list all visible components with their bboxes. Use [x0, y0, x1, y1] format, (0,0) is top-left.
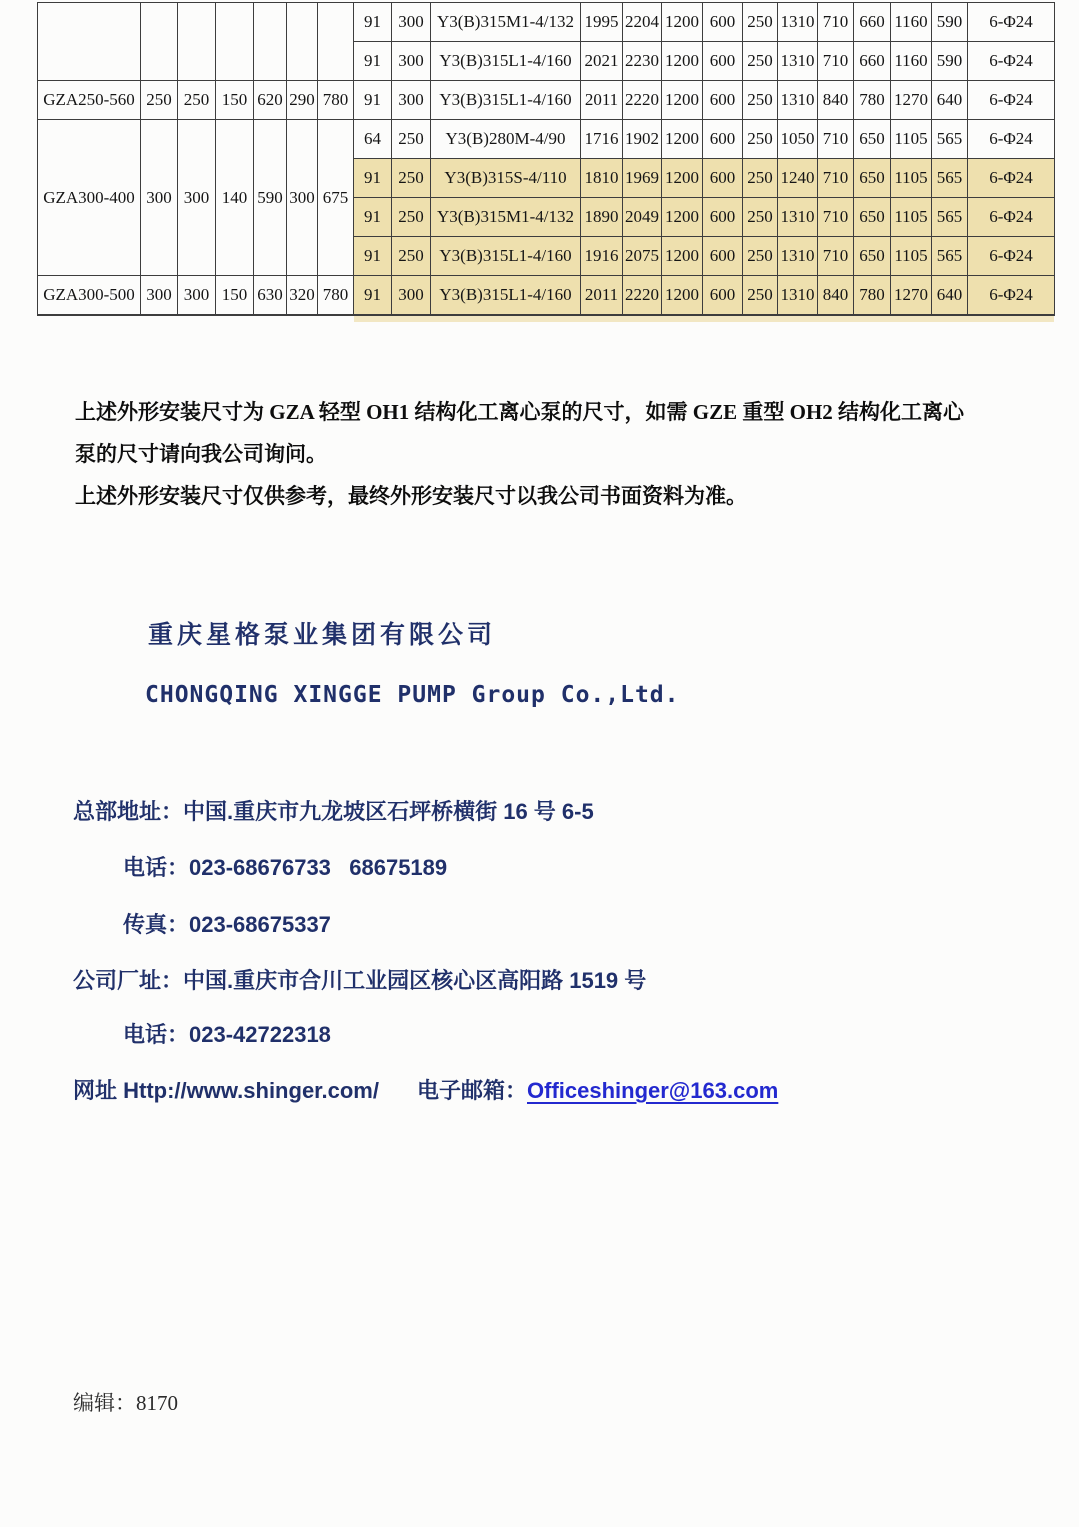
- table-cell: 1310: [778, 81, 818, 120]
- table-cell: 600: [703, 276, 743, 316]
- table-cell: Y3(B)315L1-4/160: [431, 276, 581, 316]
- table-cell: 1890: [581, 198, 623, 237]
- dimensions-table: [37, 2, 1055, 316]
- company-name-cn: 重庆星格泵业集团有限公司: [148, 621, 497, 649]
- table-cell: 300: [287, 120, 318, 276]
- table-cell: 710: [818, 120, 854, 159]
- table-cell: 1270: [891, 276, 932, 316]
- table-cell: 6-Φ24: [968, 198, 1055, 237]
- table-cell: 710: [818, 198, 854, 237]
- table-cell: Y3(B)315M1-4/132: [431, 3, 581, 42]
- table-cell: Y3(B)315L1-4/160: [431, 237, 581, 276]
- table-cell: 64: [354, 120, 392, 159]
- table-cell: 600: [703, 120, 743, 159]
- table-cell: 1105: [891, 120, 932, 159]
- table-cell: 780: [854, 81, 891, 120]
- table-cell: 2220: [623, 276, 662, 316]
- table-cell: [178, 3, 216, 81]
- table-cell: 620: [254, 81, 287, 120]
- table-cell: 1200: [662, 81, 703, 120]
- table-cell: GZA300-400: [38, 120, 141, 276]
- table-cell: 675: [318, 120, 354, 276]
- table-cell: 1916: [581, 237, 623, 276]
- table-cell: 840: [818, 81, 854, 120]
- table-cell: 640: [932, 276, 968, 316]
- factory-address-line: 公司厂址：中国.重庆市合川工业园区核心区高阳路 1519 号: [73, 968, 647, 993]
- table-cell: 710: [818, 237, 854, 276]
- table-cell: 250: [743, 237, 778, 276]
- table-row: [38, 276, 1055, 316]
- hq-address-line: 总部地址：中国.重庆市九龙坡区石坪桥横街 16 号 6-5: [73, 799, 594, 824]
- table-cell: 1270: [891, 81, 932, 120]
- table-cell: 1310: [778, 198, 818, 237]
- table-cell: 250: [141, 81, 178, 120]
- table-cell: 1995: [581, 3, 623, 42]
- table-cell: Y3(B)315S-4/110: [431, 159, 581, 198]
- table-cell: 660: [854, 42, 891, 81]
- table-cell: 6-Φ24: [968, 3, 1055, 42]
- table-cell: [254, 3, 287, 81]
- website-text: 网址 Http://www.shinger.com/: [73, 1078, 379, 1103]
- table-cell: 250: [178, 81, 216, 120]
- table-cell: 1105: [891, 159, 932, 198]
- table-cell: 250: [392, 159, 431, 198]
- table-cell: 91: [354, 237, 392, 276]
- table-cell: 780: [854, 276, 891, 316]
- table-cell: 2075: [623, 237, 662, 276]
- table-cell: 6-Φ24: [968, 159, 1055, 198]
- table-cell: 1200: [662, 3, 703, 42]
- table-cell: 6-Φ24: [968, 237, 1055, 276]
- table-cell: 590: [254, 120, 287, 276]
- table-cell: 1310: [778, 276, 818, 316]
- table-cell: 2021: [581, 42, 623, 81]
- table-cell: 300: [178, 120, 216, 276]
- table-cell: 250: [743, 120, 778, 159]
- table-cell: 660: [854, 3, 891, 42]
- table-cell: Y3(B)315L1-4/160: [431, 42, 581, 81]
- table-cell: 600: [703, 3, 743, 42]
- table-cell: 250: [392, 237, 431, 276]
- table-row: [38, 3, 1055, 42]
- table-cell: 565: [932, 159, 968, 198]
- table-cell: 250: [392, 120, 431, 159]
- note-line-1: 上述外形安装尺寸为 GZA 轻型 OH1 结构化工离心泵的尺寸，如需 GZE 重型 OH2 结构化工离心: [75, 400, 965, 424]
- table-cell: 250: [743, 42, 778, 81]
- table-cell: 1050: [778, 120, 818, 159]
- table-cell: 600: [703, 159, 743, 198]
- table-cell: 590: [932, 3, 968, 42]
- table-cell: GZA250-560: [38, 81, 141, 120]
- table-cell: 1716: [581, 120, 623, 159]
- table-cell: 650: [854, 159, 891, 198]
- table-cell: 300: [141, 276, 178, 316]
- table-cell: 1240: [778, 159, 818, 198]
- table-cell: 6-Φ24: [968, 81, 1055, 120]
- note-line-3: 上述外形安装尺寸仅供参考，最终外形安装尺寸以我公司书面资料为准。: [75, 484, 747, 508]
- table-cell: 565: [932, 198, 968, 237]
- table-cell: 1969: [623, 159, 662, 198]
- table-cell: 640: [932, 81, 968, 120]
- table-cell: 600: [703, 81, 743, 120]
- table-cell: 1105: [891, 198, 932, 237]
- table-row: [38, 81, 1055, 120]
- factory-phone-line: 电话：023-42722318: [123, 1022, 331, 1047]
- table-cell: 565: [932, 237, 968, 276]
- table-cell: 300: [392, 276, 431, 316]
- table-cell: 300: [178, 276, 216, 316]
- table-cell: 840: [818, 276, 854, 316]
- table-cell: 320: [287, 276, 318, 316]
- email-label: 电子邮箱：: [416, 1078, 527, 1103]
- table-cell: [318, 3, 354, 81]
- table-cell: 2011: [581, 276, 623, 316]
- hq-fax-line: 传真：023-68675337: [123, 912, 331, 937]
- table-cell: 250: [743, 198, 778, 237]
- company-name-en: CHONGQING XINGGE PUMP Group Co.,Ltd.: [145, 682, 680, 708]
- table-cell: [216, 3, 254, 81]
- table-cell: 300: [392, 3, 431, 42]
- editor-note: 编辑：8170: [73, 1391, 178, 1415]
- table-cell: 2049: [623, 198, 662, 237]
- table-cell: 630: [254, 276, 287, 316]
- table-cell: 1160: [891, 3, 932, 42]
- note-line-2: 泵的尺寸请向我公司询问。: [75, 442, 327, 466]
- table-cell: 1200: [662, 198, 703, 237]
- table-cell: 2220: [623, 81, 662, 120]
- table-cell: GZA300-500: [38, 276, 141, 316]
- table-body: [38, 3, 1055, 316]
- table-cell: 1310: [778, 42, 818, 81]
- table-cell: 300: [392, 81, 431, 120]
- table-cell: 250: [743, 276, 778, 316]
- table-cell: 780: [318, 276, 354, 316]
- table-cell: Y3(B)315M1-4/132: [431, 198, 581, 237]
- table-cell: 710: [818, 159, 854, 198]
- table-cell: 6-Φ24: [968, 276, 1055, 316]
- table-cell: 780: [318, 81, 354, 120]
- table-cell: 650: [854, 198, 891, 237]
- table-cell: 1200: [662, 120, 703, 159]
- table-cell: 150: [216, 276, 254, 316]
- table-cell: 1200: [662, 237, 703, 276]
- table-cell: 1200: [662, 42, 703, 81]
- table-cell: 1310: [778, 237, 818, 276]
- hq-phone-line: 电话：023-68676733 68675189: [123, 855, 448, 880]
- table-cell: 600: [703, 237, 743, 276]
- table-cell: 1105: [891, 237, 932, 276]
- table-cell: 1200: [662, 276, 703, 316]
- table-cell: 91: [354, 81, 392, 120]
- table-cell: 565: [932, 120, 968, 159]
- table-cell: 590: [932, 42, 968, 81]
- table-cell: 710: [818, 42, 854, 81]
- table-cell: [38, 3, 141, 81]
- table-cell: 1310: [778, 3, 818, 42]
- table-cell: Y3(B)315L1-4/160: [431, 81, 581, 120]
- table-cell: 650: [854, 120, 891, 159]
- table-cell: 650: [854, 237, 891, 276]
- website-email-line: [73, 1077, 778, 1105]
- table-cell: 710: [818, 3, 854, 42]
- table-cell: 600: [703, 198, 743, 237]
- table-cell: [141, 3, 178, 81]
- table-cell: 150: [216, 81, 254, 120]
- table-cell: 600: [703, 42, 743, 81]
- table-cell: [287, 3, 318, 81]
- table-cell: 6-Φ24: [968, 42, 1055, 81]
- table-cell: 250: [743, 81, 778, 120]
- table-cell: 91: [354, 3, 392, 42]
- table-cell: 91: [354, 276, 392, 316]
- table-cell: 300: [141, 120, 178, 276]
- table-cell: 91: [354, 42, 392, 81]
- table-cell: 1902: [623, 120, 662, 159]
- table-cell: 91: [354, 159, 392, 198]
- table-cell: 2011: [581, 81, 623, 120]
- table-cell: 250: [743, 159, 778, 198]
- table-cell: 250: [392, 198, 431, 237]
- table-cell: 2230: [623, 42, 662, 81]
- table-cell: Y3(B)280M-4/90: [431, 120, 581, 159]
- table-cell: 2204: [623, 3, 662, 42]
- table-cell: 290: [287, 81, 318, 120]
- table-cell: 250: [743, 3, 778, 42]
- table-row: [38, 120, 1055, 159]
- table-cell: 300: [392, 42, 431, 81]
- email-link[interactable]: Officeshinger@163.com: [527, 1078, 779, 1103]
- table-cell: 1810: [581, 159, 623, 198]
- table-cell: 1160: [891, 42, 932, 81]
- table-cell: 1200: [662, 159, 703, 198]
- table-cell: 140: [216, 120, 254, 276]
- table-cell: 6-Φ24: [968, 120, 1055, 159]
- table-cell: 91: [354, 198, 392, 237]
